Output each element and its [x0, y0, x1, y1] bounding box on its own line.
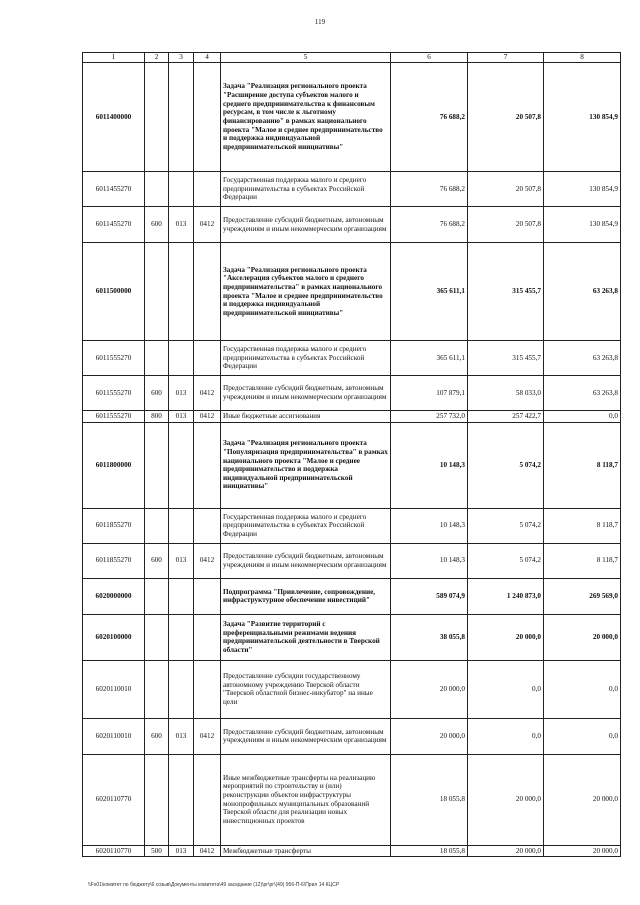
row-col2 [145, 614, 169, 660]
row-name: Задача "Реализация регионального проекта "Акселерация субъектов малого и среднего предпринимательства" в рамках национального проекта "Малое и среднее предпринимательство и поддержка индивидуальной предпринимательской инициативы" [221, 243, 391, 341]
row-value-8: 0,0 [544, 718, 621, 754]
row-code: 6020110770 [83, 754, 145, 845]
row-value-7: 0,0 [468, 718, 544, 754]
row-col4 [194, 660, 221, 718]
row-col3: 013 [169, 411, 194, 423]
table-row [83, 754, 621, 845]
row-col3 [169, 243, 194, 341]
file-path-footer: \\Fs01\комитет по бюджету\6 созыв\Документы комитета\49 заседание (12)\рг\рг\(49) 956-П-6\Прил 14 КЦСР [88, 882, 340, 888]
row-name: Межбюджетные трансферты [221, 845, 391, 857]
row-col2: 500 [145, 845, 169, 857]
row-col4 [194, 422, 221, 508]
row-value-6: 365 611,1 [391, 243, 468, 341]
row-col2 [145, 422, 169, 508]
row-code: 6011455270 [83, 172, 145, 207]
row-col2 [145, 341, 169, 376]
row-value-8: 20 000,0 [544, 845, 621, 857]
row-value-7: 0,0 [468, 660, 544, 718]
row-value-7: 20 000,0 [468, 845, 544, 857]
row-name: Государственная поддержка малого и среднего предпринимательства в субъектах Российской Федерации [221, 341, 391, 376]
row-value-8: 20 000,0 [544, 754, 621, 845]
table-row [83, 614, 621, 660]
row-value-6: 38 055,8 [391, 614, 468, 660]
column-header-5: 5 [221, 53, 391, 63]
row-value-6: 20 000,0 [391, 718, 468, 754]
row-value-8: 63 263,8 [544, 376, 621, 411]
row-col3: 013 [169, 376, 194, 411]
row-col3 [169, 341, 194, 376]
row-value-7: 5 074,2 [468, 508, 544, 543]
row-col3: 013 [169, 543, 194, 578]
row-value-8: 8 118,7 [544, 508, 621, 543]
row-col2: 600 [145, 207, 169, 243]
row-value-6: 257 732,0 [391, 411, 468, 423]
row-value-6: 20 000,0 [391, 660, 468, 718]
row-value-7: 20 000,0 [468, 754, 544, 845]
row-value-8: 63 263,8 [544, 341, 621, 376]
row-value-8: 20 000,0 [544, 614, 621, 660]
row-col4 [194, 243, 221, 341]
row-col3 [169, 660, 194, 718]
row-col2 [145, 578, 169, 614]
table-row [83, 845, 621, 857]
row-code: 6011800000 [83, 422, 145, 508]
budget-table [82, 52, 621, 857]
table-row [83, 63, 621, 172]
row-code: 6011855270 [83, 543, 145, 578]
column-header-4: 4 [194, 53, 221, 63]
row-col4: 0412 [194, 376, 221, 411]
row-name: Государственная поддержка малого и среднего предпринимательства в субъектах Российской Федерации [221, 172, 391, 207]
row-code: 6020110010 [83, 718, 145, 754]
row-value-8: 0,0 [544, 660, 621, 718]
table-row [83, 422, 621, 508]
table-row [83, 508, 621, 543]
row-value-8: 130 854,9 [544, 207, 621, 243]
row-col2 [145, 172, 169, 207]
table-row [83, 172, 621, 207]
row-col4: 0412 [194, 411, 221, 423]
row-col4 [194, 614, 221, 660]
row-col2 [145, 754, 169, 845]
row-col3 [169, 422, 194, 508]
table-row [83, 578, 621, 614]
row-value-6: 107 879,1 [391, 376, 468, 411]
row-value-6: 589 074,9 [391, 578, 468, 614]
row-value-7: 5 074,2 [468, 543, 544, 578]
row-col4 [194, 172, 221, 207]
row-col4 [194, 508, 221, 543]
table-row [83, 207, 621, 243]
row-col2 [145, 243, 169, 341]
column-header-8: 8 [544, 53, 621, 63]
row-col2 [145, 63, 169, 172]
row-value-7: 20 507,8 [468, 207, 544, 243]
table-row [83, 543, 621, 578]
row-value-8: 8 118,7 [544, 543, 621, 578]
row-col4 [194, 63, 221, 172]
column-header-2: 2 [145, 53, 169, 63]
row-name: Предоставление субсидий бюджетным, автономным учреждениям и иным некоммерческим организациям [221, 376, 391, 411]
row-value-7: 315 455,7 [468, 243, 544, 341]
row-value-7: 20 507,8 [468, 63, 544, 172]
row-col3 [169, 63, 194, 172]
row-col4: 0412 [194, 845, 221, 857]
row-value-7: 20 000,0 [468, 614, 544, 660]
row-code: 6011555270 [83, 376, 145, 411]
row-name: Предоставление субсидий бюджетным, автономным учреждениям и иным некоммерческим организациям [221, 207, 391, 243]
row-value-7: 1 240 873,0 [468, 578, 544, 614]
table-row [83, 411, 621, 423]
table-row [83, 718, 621, 754]
row-col2: 600 [145, 718, 169, 754]
row-col3 [169, 614, 194, 660]
row-value-8: 63 263,8 [544, 243, 621, 341]
row-value-6: 10 148,3 [391, 422, 468, 508]
row-value-7: 20 507,8 [468, 172, 544, 207]
table-row [83, 376, 621, 411]
row-value-6: 10 148,3 [391, 543, 468, 578]
row-code: 6011455270 [83, 207, 145, 243]
row-col4 [194, 754, 221, 845]
row-name: Задача "Реализация регионального проекта "Популяризация предпринимательства" в рамках национального проекта "Малое и среднее предпринимательство и поддержка индивидуальной предпринимательской инициативы" [221, 422, 391, 508]
row-col2 [145, 508, 169, 543]
row-value-7: 257 422,7 [468, 411, 544, 423]
row-value-6: 10 148,3 [391, 508, 468, 543]
row-col2 [145, 660, 169, 718]
row-value-6: 76 688,2 [391, 172, 468, 207]
row-col2: 600 [145, 543, 169, 578]
table-row [83, 243, 621, 341]
row-name: Подпрограмма "Привлечение, сопровождение, инфраструктурное обеспечение инвестиций" [221, 578, 391, 614]
row-col4: 0412 [194, 543, 221, 578]
row-col3: 013 [169, 845, 194, 857]
row-col2: 600 [145, 376, 169, 411]
row-name: Предоставление субсидии государственному автономному учреждению Тверской области "Тверской областной бизнес-инкубатор" на иные цели [221, 660, 391, 718]
row-col2: 800 [145, 411, 169, 423]
table-body [83, 63, 621, 857]
row-code: 6011555270 [83, 341, 145, 376]
row-value-6: 76 688,2 [391, 207, 468, 243]
column-header-1: 1 [83, 53, 145, 63]
row-value-7: 5 074,2 [468, 422, 544, 508]
row-value-8: 130 854,9 [544, 63, 621, 172]
row-value-7: 58 033,0 [468, 376, 544, 411]
row-code: 6020110010 [83, 660, 145, 718]
row-value-6: 18 055,8 [391, 754, 468, 845]
row-col3: 013 [169, 207, 194, 243]
row-col3 [169, 578, 194, 614]
table-row [83, 660, 621, 718]
row-code: 6011500000 [83, 243, 145, 341]
row-name: Задача "Развитие территорий с преференциальными режимами ведения предпринимательской деятельности в Тверской области" [221, 614, 391, 660]
row-value-8: 0,0 [544, 411, 621, 423]
row-col3 [169, 508, 194, 543]
row-name: Иные бюджетные ассигнования [221, 411, 391, 423]
row-code: 6020000000 [83, 578, 145, 614]
column-header-6: 6 [391, 53, 468, 63]
header-row [83, 53, 621, 63]
row-col3 [169, 754, 194, 845]
row-col3: 013 [169, 718, 194, 754]
column-header-3: 3 [169, 53, 194, 63]
column-header-7: 7 [468, 53, 544, 63]
row-name: Государственная поддержка малого и среднего предпринимательства в субъектах Российской Федерации [221, 508, 391, 543]
row-col4 [194, 578, 221, 614]
row-code: 6011400000 [83, 63, 145, 172]
row-value-6: 76 688,2 [391, 63, 468, 172]
row-col4 [194, 341, 221, 376]
row-col4: 0412 [194, 718, 221, 754]
row-name: Предоставление субсидий бюджетным, автономным учреждениям и иным некоммерческим организациям [221, 718, 391, 754]
row-value-6: 18 055,8 [391, 845, 468, 857]
row-code: 6020110770 [83, 845, 145, 857]
table-row [83, 341, 621, 376]
row-value-6: 365 611,1 [391, 341, 468, 376]
row-value-7: 315 455,7 [468, 341, 544, 376]
row-name: Предоставление субсидий бюджетным, автономным учреждениям и иным некоммерческим организациям [221, 543, 391, 578]
row-name: Задача "Реализация регионального проекта "Расширение доступа субъектов малого и среднего предпринимательства к финансовым ресурсам, в том числе к льготному финансированию" в рамках национального проекта "Малое и среднее предпринимательство и поддержка индивидуальной предпринимательской инициативы" [221, 63, 391, 172]
row-value-8: 130 854,9 [544, 172, 621, 207]
row-code: 6020100000 [83, 614, 145, 660]
row-col4: 0412 [194, 207, 221, 243]
row-code: 6011555270 [83, 411, 145, 423]
row-value-8: 269 569,0 [544, 578, 621, 614]
page-number: 119 [314, 18, 326, 26]
row-name: Иные межбюджетные трансферты на реализацию мероприятий по строительству и (или) реконструкции объектов инфраструктуры монопрофильных муниципальных образований Тверской области для реализации новых инвестиционных проектов [221, 754, 391, 845]
row-value-8: 8 118,7 [544, 422, 621, 508]
row-col3 [169, 172, 194, 207]
row-code: 6011855270 [83, 508, 145, 543]
